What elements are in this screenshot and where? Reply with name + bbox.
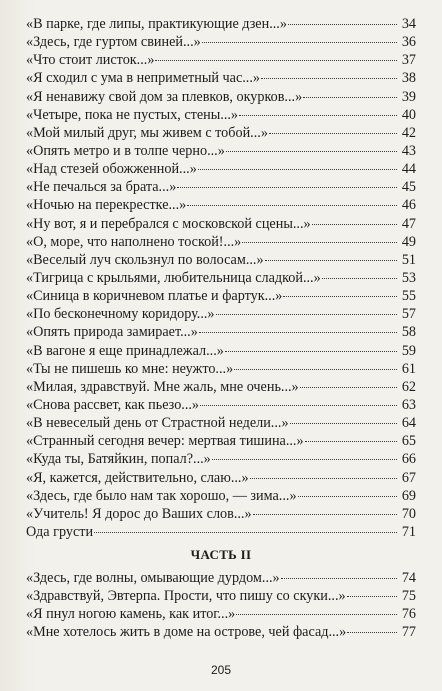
toc-entry-page: 63: [401, 396, 416, 413]
toc-entry-page: 57: [401, 306, 416, 323]
toc-entry-title: «Над стезей обожженной...»: [26, 161, 197, 178]
toc-entry-page: 67: [401, 469, 416, 486]
dot-leader: [177, 187, 397, 188]
toc-entry-page: 69: [401, 487, 416, 504]
toc-entry: [26, 623, 416, 641]
dot-leader: [199, 332, 397, 333]
toc-entry: [26, 323, 416, 341]
toc-entry-title: «В невеселый день от Страстной недели...»: [26, 415, 289, 432]
toc-entry-page: 53: [401, 269, 416, 286]
toc-entry-page: 49: [401, 233, 416, 250]
toc-entry-title: «Опять метро и в толпе черно...»: [26, 142, 225, 159]
toc-entry-page: 61: [401, 360, 416, 377]
toc-entry-title: «Синица в коричневом платье и фартук...»: [26, 288, 283, 305]
toc-entry-title: «Здравствуй, Эвтерпа. Прости, что пишу со скуки...»: [26, 588, 346, 605]
toc-entry: [26, 160, 416, 178]
toc-entry-title: «Мне хотелось жить в доме на острове, чей фасад...»: [26, 624, 347, 641]
dot-leader: [261, 78, 397, 79]
dot-leader: [288, 24, 397, 25]
toc-entry-title: «В вагоне я еще принадлежал...»: [26, 342, 224, 359]
toc-entry-page: 42: [401, 124, 416, 141]
dot-leader: [253, 514, 397, 515]
dot-leader: [298, 496, 397, 497]
dot-leader: [250, 478, 397, 479]
toc-entry-page: 45: [401, 179, 416, 196]
toc-entry-page: 43: [401, 142, 416, 159]
toc-entry: [26, 269, 416, 287]
toc-entry-page: 66: [401, 451, 416, 468]
part-heading: ЧАСТЬ II: [190, 547, 252, 562]
toc-entry: [26, 51, 416, 69]
toc-entry-page: 46: [401, 197, 416, 214]
toc-entry-title: «Я сходил с ума в неприметный час...»: [26, 70, 260, 87]
toc-entry: [26, 178, 416, 196]
toc-entry-page: 39: [401, 88, 416, 105]
toc-entry-title: «По бесконечному коридору...»: [26, 306, 215, 323]
table-of-contents-part-1: [26, 15, 416, 541]
toc-entry: [26, 432, 416, 450]
toc-entry: [26, 569, 416, 587]
toc-entry-title: «Я пнул ногою камень, как итог...»: [26, 606, 236, 623]
toc-entry-title: «Учитель! Я дорос до Ваших слов...»: [26, 505, 252, 522]
toc-entry: [26, 414, 416, 432]
toc-entry-title: Ода грусти: [26, 523, 94, 540]
toc-entry-title: «Куда ты, Батяйкин, попал?...»: [26, 451, 211, 468]
toc-entry-title: «Я, кажется, действительно, слаю...»: [26, 469, 249, 486]
dot-leader: [202, 42, 397, 43]
dot-leader: [234, 369, 397, 370]
toc-entry: [26, 505, 416, 523]
toc-entry: [26, 15, 416, 33]
toc-entry-title: «Что стоит листок...»: [26, 52, 155, 69]
toc-entry: [26, 469, 416, 487]
toc-entry-title: «Четыре, пока не пустых, стены...»: [26, 106, 239, 123]
page-number: 205: [210, 663, 232, 677]
toc-entry-page: 47: [401, 215, 416, 232]
toc-entry: [26, 88, 416, 106]
toc-entry-title: «Ну вот, я и перебрался с московской сцены...»: [26, 215, 311, 232]
toc-entry: [26, 587, 416, 605]
toc-entry-title: «Мой милый друг, мы живем с тобой...»: [26, 124, 268, 141]
toc-entry-page: 37: [401, 52, 416, 69]
toc-entry: [26, 233, 416, 251]
toc-entry-title: «Здесь, где волны, омывающие дурдом...»: [26, 570, 280, 586]
toc-entry-page: 74: [401, 570, 416, 586]
toc-entry-title: «О, море, что наполнено тоской!...»: [26, 233, 242, 250]
toc-entry: [26, 69, 416, 87]
toc-entry: [26, 33, 416, 51]
toc-entry-title: «Тигрица с крыльями, любительница сладкой...»: [26, 269, 321, 286]
dot-leader: [216, 314, 397, 315]
toc-entry-page: 65: [401, 433, 416, 450]
dot-leader: [300, 387, 397, 388]
toc-entry: [26, 396, 416, 414]
toc-entry: [26, 196, 416, 214]
toc-entry-page: 58: [401, 324, 416, 341]
dot-leader: [283, 296, 397, 297]
toc-entry-title: «Я ненавижу свой дом за плевков, окурков...»: [26, 88, 303, 105]
dot-leader: [305, 441, 397, 442]
toc-entry-page: 71: [401, 523, 416, 540]
toc-entry: [26, 305, 416, 323]
toc-entry: [26, 450, 416, 468]
toc-entry-title: «В парке, где липы, практикующие дзен...»: [26, 16, 287, 32]
toc-entry: [26, 287, 416, 305]
toc-entry-page: 62: [401, 378, 416, 395]
toc-entry-page: 76: [401, 606, 416, 623]
toc-entry: [26, 124, 416, 142]
toc-entry-page: 59: [401, 342, 416, 359]
dot-leader: [226, 151, 397, 152]
toc-entry: [26, 342, 416, 360]
toc-entry-page: 70: [401, 505, 416, 522]
dot-leader: [281, 578, 397, 579]
dot-leader: [212, 459, 397, 460]
toc-entry-title: «Здесь, где было нам так хорошо, — зима...»: [26, 487, 297, 504]
toc-entry: [26, 142, 416, 160]
dot-leader: [269, 133, 397, 134]
toc-entry-title: «Не печалься за брата...»: [26, 179, 177, 196]
toc-entry: [26, 360, 416, 378]
dot-leader: [290, 423, 397, 424]
toc-entry-page: 55: [401, 288, 416, 305]
dot-leader: [347, 596, 397, 597]
dot-leader: [322, 278, 397, 279]
toc-entry-title: «Веселый луч скользнул по волосам...»: [26, 251, 264, 268]
dot-leader: [155, 60, 397, 61]
toc-entry-page: 77: [401, 624, 416, 641]
toc-entry-page: 51: [401, 251, 416, 268]
dot-leader: [312, 224, 397, 225]
toc-entry-title: «Милая, здравствуй. Мне жаль, мне очень...»: [26, 378, 299, 395]
dot-leader: [236, 614, 397, 615]
toc-entry-title: «Здесь, где гуртом свиней...»: [26, 34, 201, 51]
toc-entry: [26, 251, 416, 269]
toc-entry: [26, 215, 416, 233]
toc-entry: [26, 487, 416, 505]
dot-leader: [225, 351, 397, 352]
toc-entry-page: 38: [401, 70, 416, 87]
dot-leader: [265, 260, 397, 261]
toc-entry: [26, 523, 416, 541]
toc-entry: [26, 378, 416, 396]
dot-leader: [303, 97, 397, 98]
dot-leader: [94, 532, 397, 533]
dot-leader: [198, 169, 397, 170]
toc-entry-title: «Ты не пишешь ко мне: неужто...»: [26, 360, 234, 377]
dot-leader: [239, 115, 397, 116]
toc-entry-page: 36: [401, 34, 416, 51]
toc-entry-title: «Снова рассвет, как пьезо...»: [26, 396, 200, 413]
dot-leader: [242, 242, 397, 243]
dot-leader: [347, 632, 397, 633]
dot-leader: [200, 405, 397, 406]
toc-entry-title: «Опять природа замирает...»: [26, 324, 198, 341]
toc-entry-page: 44: [401, 161, 416, 178]
table-of-contents-part-2: [26, 569, 416, 642]
toc-entry: [26, 106, 416, 124]
dot-leader: [187, 205, 397, 206]
toc-entry-title: «Странный сегодня вечер: мертвая тишина...»: [26, 433, 304, 450]
toc-entry: [26, 605, 416, 623]
toc-entry-title: «Ночью на перекрестке...»: [26, 197, 187, 214]
toc-entry-page: 40: [401, 106, 416, 123]
toc-entry-page: 75: [401, 588, 416, 605]
toc-entry-page: 34: [401, 16, 416, 32]
toc-entry-page: 64: [401, 415, 416, 432]
